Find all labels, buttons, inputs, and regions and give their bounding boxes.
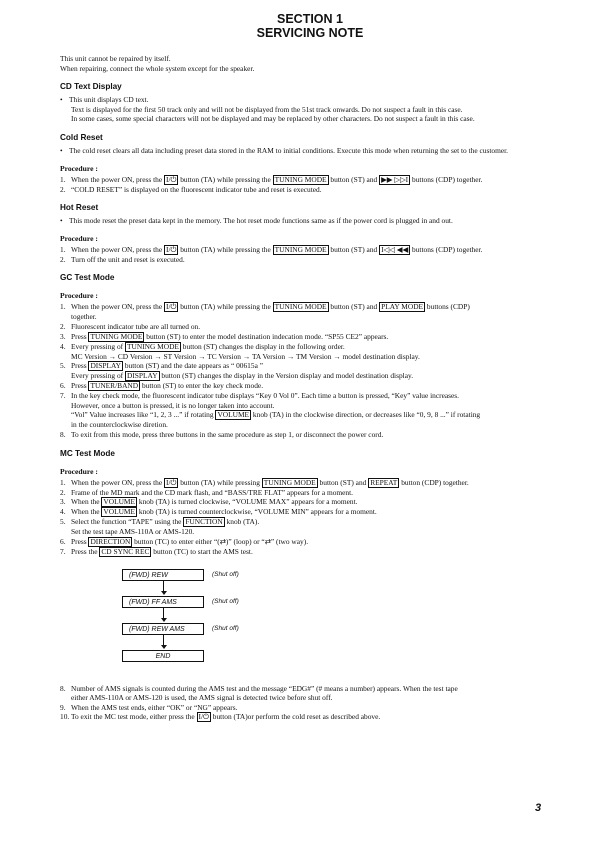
power-key-label: I/⏻ — [165, 302, 177, 312]
mc-test-step-2: 2. Frame of the MD mark and the CD mark flash, and “BASS/TRE FLAT” appears for a moment. — [60, 487, 354, 497]
gc-test-step-7: 7. In the key check mode, the fluorescent indicator tube displays “Key 0 Vol 0”. Each time a button is pressed, “Key” value increases. — [60, 391, 460, 401]
cd-text-line-2: Text is displayed for the first 50 track only and will not be displayed from the 51st track onwards. Do not suspect a fault in this case. — [71, 104, 463, 114]
volume-key-label: VOLUME — [103, 497, 136, 507]
cold-reset-step-2: 2. “COLD RESET” is displayed on the fluorescent indicator tube and reset is executed. — [60, 184, 322, 194]
arrow-down-icon — [161, 591, 167, 595]
mc-test-step-10: 10. To exit the MC test mode, either press the I/⏻ button (TA)or perform the cold reset as described above. — [60, 712, 381, 722]
gc-test-step-5-detail: Every pressing of DISPLAY button (ST) changes the display in the Version display and model destination display. — [71, 371, 414, 381]
bullet-icon: • — [60, 216, 63, 226]
mc-test-step-6: 6. Press DIRECTION button (TC) to enter either “(⇄)” (loop) or “⇄” (two way). — [60, 536, 309, 546]
flow-note-rew-ams: (Shut off) — [212, 624, 239, 632]
mc-test-step-7: 7. Press the CD SYNC REC button (TC) to start the AMS test. — [60, 546, 253, 556]
power-key-label: I/⏻ — [198, 712, 209, 722]
hot-reset-procedure-label: Procedure : — [60, 233, 98, 243]
gc-test-step-7-note: However, once a button is pressed, it is no longer taken into account. — [71, 400, 275, 410]
cold-reset-step-1: 1. When the power ON, press the I/⏻ button (TA) while pressing the TUNING MODE button (ST) and ▶▶ ▷▷I buttons (CDP) together. — [60, 174, 483, 184]
tuning-mode-key-label: TUNING MODE — [127, 341, 179, 351]
power-key-label: I/⏻ — [165, 174, 177, 184]
hot-reset-step-1: 1. When the power ON, press the I/⏻ button (TA) while pressing the TUNING MODE button (ST) and I◁◁ ◀◀ buttons (CDP) together. — [60, 244, 483, 254]
gc-test-step-5: 5. Press DISPLAY button (ST) and the date appears as “ 00615a ” — [60, 361, 263, 371]
play-mode-key-label: PLAY MODE — [381, 302, 424, 312]
tuning-mode-key-label: TUNING MODE — [263, 477, 316, 487]
tuning-mode-key-label: TUNING MODE — [274, 302, 327, 312]
cd-text-line-3: In some cases, some special characters will not be displayed and may be replaced by other characters. Do not suspect a fault in this case. — [71, 114, 475, 124]
gc-test-procedure-label: Procedure : — [60, 291, 98, 301]
bullet-icon: • — [60, 95, 63, 105]
tuner-band-key-label: TUNER/BAND — [90, 381, 139, 391]
tuning-mode-key-label: TUNING MODE — [274, 174, 327, 184]
mc-test-step-5-tape: Set the test tape AMS-110A or AMS-120. — [71, 527, 195, 537]
flow-step-rew-ams: (FWD) REW AMS — [122, 623, 204, 635]
flow-note-ff-ams: (Shut off) — [212, 597, 239, 605]
cd-text-bullet: • This unit displays CD text. — [60, 95, 149, 105]
next-key-label: ▶▶ ▷▷I — [381, 174, 409, 184]
mc-test-step-8: 8. Number of AMS signals is counted during the AMS test and the message “EDG#” (# means a number) appears. When the test tape — [60, 683, 458, 693]
mc-test-heading: MC Test Mode — [60, 448, 115, 458]
mc-test-step-8-detail: either AMS-110A or AMS-120 is used, the AMS signal is detected twice before shut off. — [71, 693, 333, 703]
mc-test-procedure-label: Procedure : — [60, 466, 98, 476]
gc-test-step-4: 4. Every pressing of TUNING MODE button (ST) changes the display in the following order. — [60, 341, 345, 351]
page-number: 3 — [535, 802, 542, 814]
gc-test-step-3: 3. Press TUNING MODE button (ST) to enter the model destination indecation mode. “SP55 CE2” appears. — [60, 331, 389, 341]
volume-key-label: VOLUME — [103, 507, 136, 517]
service-page — [60, 12, 560, 722]
hot-reset-bullet: • This mode reset the preset data kept in the memory. The hot reset mode functions same as if the power cord is plugged in and out. — [60, 216, 453, 226]
gc-test-heading: GC Test Mode — [60, 273, 115, 283]
tuning-mode-key-label: TUNING MODE — [274, 244, 327, 254]
display-key-label: DISPLAY — [90, 361, 121, 371]
arrow-down-icon — [161, 645, 167, 649]
gc-test-version-order: MC Version → CD Version → ST Version → TC Version → TA Version → TM Version → model destination display. — [71, 351, 420, 361]
power-key-label: I/⏻ — [165, 244, 177, 254]
bullet-icon: • — [60, 145, 63, 155]
cold-reset-procedure-label: Procedure : — [60, 163, 98, 173]
display-key-label: DISPLAY — [127, 371, 158, 381]
power-key-label: I/⏻ — [165, 477, 177, 487]
cold-reset-heading: Cold Reset — [60, 132, 103, 142]
ams-test-flow-diagram — [122, 569, 560, 674]
gc-test-step-7-direction: in the counterclockwise diretion. — [71, 420, 168, 430]
mc-test-step-9: 9. When the AMS test ends, either “OK” or “NG” appears. — [60, 702, 238, 712]
gc-test-step-8: 8. To exit from this mode, press three buttons in the same procedure as step 1, or disconnect the power cord. — [60, 429, 384, 439]
section-title: SERVICING NOTE — [256, 26, 364, 40]
section-number: SECTION 1 — [277, 12, 343, 26]
repeat-key-label: REPEAT — [370, 477, 398, 487]
flow-step-ff-ams: (FWD) FF AMS — [122, 596, 204, 608]
flow-step-rew: (FWD) REW — [122, 569, 204, 581]
cd-sync-rec-key-label: CD SYNC REC — [101, 546, 150, 556]
cd-text-heading: CD Text Display — [60, 82, 122, 92]
cold-reset-bullet: • The cold reset clears all data including preset data stored in the RAM to initial conditions. Execute this mode when returning the set to the customer. — [60, 145, 509, 155]
intro-line-2: When repairing, connect the whole system except for the speaker. — [60, 63, 255, 73]
hot-reset-heading: Hot Reset — [60, 203, 99, 213]
flow-step-end: END — [122, 650, 204, 662]
volume-key-label: VOLUME — [217, 410, 250, 420]
mc-test-step-3: 3. When the VOLUME knob (TA) is turned clockwise, “VOLUME MAX” appears for a moment. — [60, 497, 358, 507]
direction-key-label: DIRECTION — [90, 536, 131, 546]
mc-test-step-5: 5. Select the function “TAPE” using the FUNCTION knob (TA). — [60, 517, 260, 527]
gc-test-step-2: 2. Fluorescent indicator tube are all turned on. — [60, 321, 201, 331]
intro-line-1: This unit cannot be repaired by itself. — [60, 54, 171, 63]
flow-note-rew: (Shut off) — [212, 570, 239, 578]
mc-test-step-4: 4. When the VOLUME knob (TA) is turned counterclockwise, “VOLUME MIN” appears for a moment. — [60, 507, 377, 517]
gc-test-step-6: 6. Press TUNER/BAND button (ST) to enter the key check mode. — [60, 381, 264, 391]
arrow-down-icon — [161, 618, 167, 622]
tuning-mode-key-label: TUNING MODE — [90, 331, 143, 341]
gc-test-step-1: 1. When the power ON, press the I/⏻ button (TA) while pressing the TUNING MODE button (ST) and PLAY MODE buttons (CDP) together. — [60, 302, 470, 322]
mc-test-step-1: 1. When the power ON, press the I/⏻ button (TA) while pressing TUNING MODE button (ST) and REPEAT button (CDP) together. — [60, 477, 469, 487]
hot-reset-step-2: 2. Turn off the unit and reset is executed. — [60, 254, 185, 264]
gc-test-step-7-vol: “Vol” Value increases like “1, 2, 3 ...” if rotating VOLUME knob (TA) in the clockwise direction, or decreases like “0, 9, 8 ...” if rotating — [71, 410, 481, 420]
prev-key-label: I◁◁ ◀◀ — [381, 244, 409, 254]
function-key-label: FUNCTION — [185, 517, 223, 527]
